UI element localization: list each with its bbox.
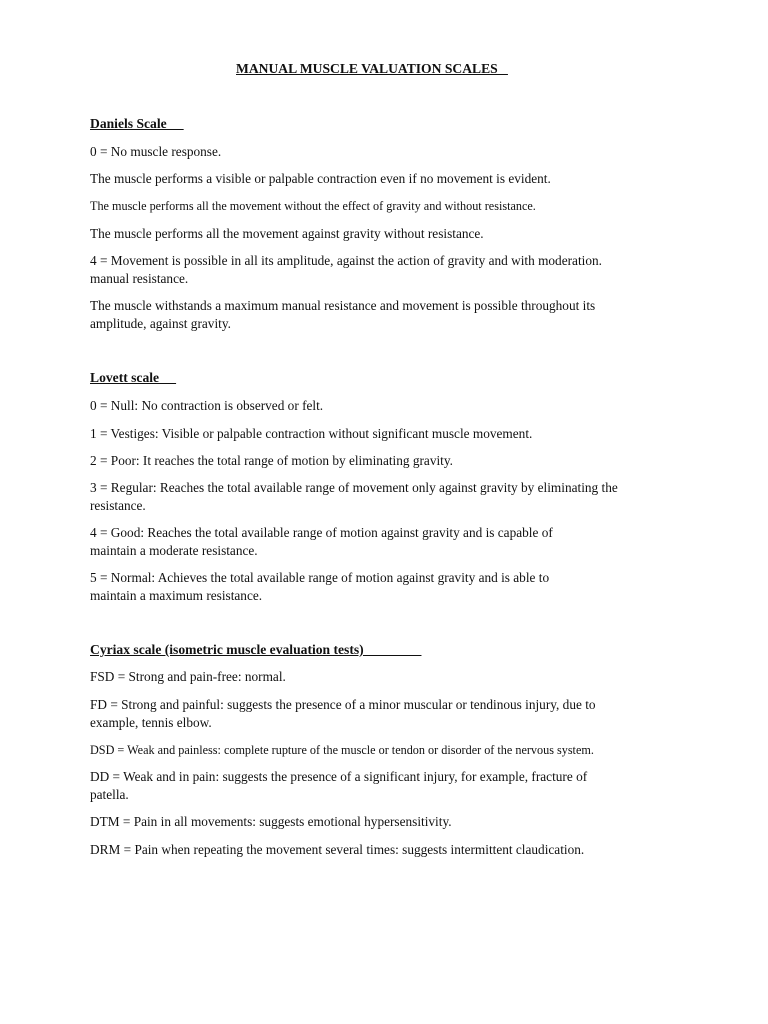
lovett-item: 3 = Regular: Reaches the total available range of movement only against gravity by eliminating the resistance. (90, 480, 618, 513)
daniels-item: 0 = No muscle response. (90, 144, 222, 159)
lovett-item: 0 = Null: No contraction is observed or felt. (90, 398, 324, 413)
cyriax-item: DTM = Pain in all movements: suggests emotional hypersensitivity. (90, 814, 452, 829)
cyriax-item: DD = Weak and in pain: suggests the presence of a significant injury, for example, fracture of patella. (90, 769, 588, 802)
cyriax-item: FSD = Strong and pain-free: normal. (90, 669, 286, 684)
lovett-item: 2 = Poor: It reaches the total range of motion by eliminating gravity. (90, 453, 453, 468)
daniels-item: The muscle performs all the movement against gravity without resistance. (90, 226, 484, 241)
cyriax-item: FD = Strong and painful: suggests the presence of a minor muscular or tendinous injury, due to example, tennis elbow. (90, 697, 596, 730)
section-heading-lovett: Lovett scale (90, 370, 177, 385)
lovett-item: 5 = Normal: Achieves the total available range of motion against gravity and is able to maintain a maximum resistance. (90, 570, 550, 603)
document-title: MANUAL MUSCLE VALUATION SCALES (236, 61, 508, 76)
lovett-item: 4 = Good: Reaches the total available range of motion against gravity and is capable of maintain a moderate resistance. (90, 525, 553, 558)
cyriax-item: DRM = Pain when repeating the movement several times: suggests intermittent claudication. (90, 842, 585, 857)
daniels-item: 4 = Movement is possible in all its amplitude, against the action of gravity and with moderation. manual resistance. (90, 253, 602, 286)
daniels-item: The muscle withstands a maximum manual resistance and movement is possible throughout its amplitude, against gravity. (90, 298, 596, 331)
daniels-item: The muscle performs a visible or palpable contraction even if no movement is evident. (90, 171, 551, 186)
section-heading-cyriax: Cyriax scale (isometric muscle evaluation tests) (90, 642, 422, 657)
section-heading-daniels: Daniels Scale (90, 116, 184, 131)
lovett-item: 1 = Vestiges: Visible or palpable contraction without significant muscle movement. (90, 426, 533, 441)
daniels-item: The muscle performs all the movement without the effect of gravity and without resistance. (90, 199, 536, 213)
cyriax-item: DSD = Weak and painless: complete rupture of the muscle or tendon or disorder of the nervous system. (90, 743, 594, 757)
